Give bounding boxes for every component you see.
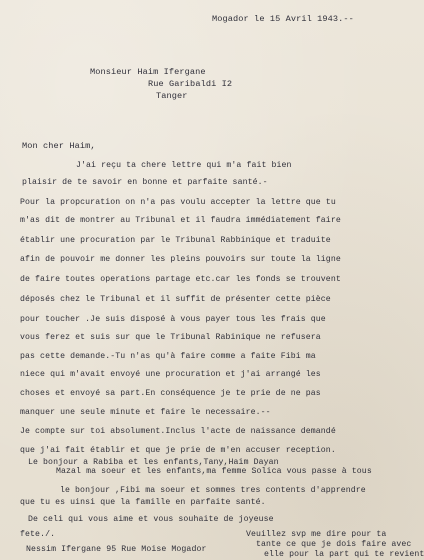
postscript-line: tante ce que je dois faire avec [256, 540, 412, 549]
body-line: choses et envoyé sa part.En conséquence je te prie de ne pas [20, 389, 321, 398]
body-line: manquer une seule minute et faire le necessaire.-- [20, 408, 271, 417]
closing-line: De celi qui vous aime et vous souhaite de joyeuse [28, 515, 274, 524]
body-line: de faire toutes operations partage etc.car les fonds se trouvent [20, 275, 341, 284]
greetings-line: Mazal ma soeur et les enfants,ma femme Solica vous passe à tous [56, 467, 372, 476]
body-line: déposés chez le Tribunal et il suffit de présenter cette pièce [20, 295, 331, 304]
date-line: Mogador le 15 Avril 1943.-- [212, 14, 354, 24]
body-line: que j'ai fait établir et que je prie de m'en accuser reception. [20, 446, 336, 455]
body-line: établir une procuration par le Tribunal Rabbinique et traduite [20, 236, 331, 245]
body-line: vous ferez et suis sur que le Tribunal Rabinique ne refusera [20, 333, 321, 342]
body-line: niece qui m'avait envoyé une procuration et j'ai arrangé les [20, 370, 321, 379]
recipient-name: Monsieur Haim Ifergane [90, 67, 206, 77]
postscript-line: elle pour la part qui te revient [264, 550, 424, 559]
recipient-city: Tanger [156, 91, 188, 101]
greetings-line: Le bonjour a Rabiba et les enfants,Tany,Haim Dayan [28, 458, 279, 467]
greetings-line: que tu es uinsi que la famille en parfaite santé. [20, 498, 266, 507]
body-line: afin de pouvoir me donner les pleins pouvoirs sur toute la ligne [20, 255, 341, 264]
body-line: pour toucher .Je suis disposé à vous payer tous les frais que [20, 315, 326, 324]
body-line: m'as dit de montrer au Tribunal et il faudra immédiatement faire [20, 216, 341, 225]
recipient-street: Rue Garibaldi I2 [148, 79, 233, 89]
greetings-line: le bonjour ,Fibi ma soeur et sommes tres contents d'apprendre [60, 486, 366, 495]
body-line: Pour la propcuration on n'a pas voulu accepter la lettre que tu [20, 198, 336, 207]
sender-address: Nessim Ifergane 95 Rue Moise Mogador [26, 545, 207, 554]
postscript-line: Veuillez svp me dire pour ta [246, 530, 387, 539]
body-line: plaisir de te savoir en bonne et parfaite santé.- [22, 178, 268, 187]
closing-line: fete./. [20, 530, 56, 539]
body-line: pas cette demande.-Tu n'as qu'à faire comme a faite Fibi ma [20, 352, 316, 361]
body-line: J'ai reçu ta chere lettre qui m'a fait bien [76, 161, 292, 170]
salutation: Mon cher Haim, [22, 141, 96, 151]
body-line: Je compte sur toi absolument.Inclus l'acte de naissance demandé [20, 427, 336, 436]
